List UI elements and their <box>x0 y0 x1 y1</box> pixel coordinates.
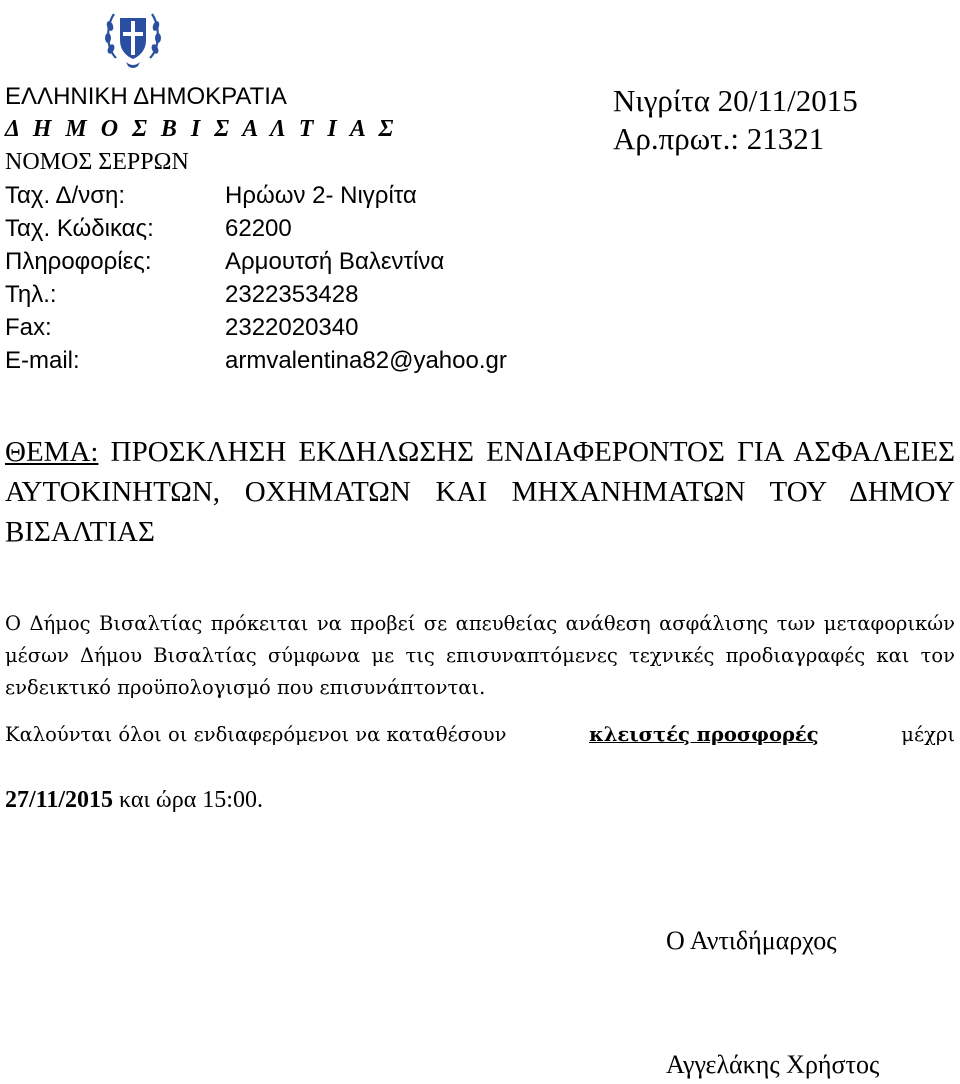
body-paragraph-1: Ο Δήμος Βισαλτίας πρόκειται να προβεί σε απευθείας ανάθεση ασφάλισης των μεταφορικών μέσων Δήμου Βισαλτίας σύμφωνα με τις επισυναπτόμενες τεχνικές προδιαγραφές και τον ενδεικτικό προϋπολογισμό που επισυνάπτονται. <box>5 612 955 699</box>
contact-label: Πληροφορίες: <box>5 248 152 275</box>
prefecture-heading: ΝΟΜΟΣ ΣΕΡΡΩΝ <box>5 149 189 175</box>
signatory-name: Αγγελάκης Χρήστος <box>666 1050 880 1079</box>
contact-label: E-mail: <box>5 347 80 374</box>
contact-label: Ταχ. Δ/νση: <box>5 182 126 209</box>
date-protocol-block <box>613 82 858 158</box>
republic-heading: ΕΛΛΗΝΙΚΗ ΔΗΜΟΚΡΑΤΙΑ <box>5 83 287 110</box>
contact-value: armvalentina82@yahoo.gr <box>225 347 507 374</box>
contact-row-phone <box>5 278 507 311</box>
municipality-heading: Δ Η Μ Ο Σ Β Ι Σ Α Λ Τ Ι Α Σ <box>5 116 398 142</box>
deadline-date: 27/11/2015 <box>5 787 114 813</box>
contact-row-address <box>5 179 507 212</box>
protocol-number: Αρ.πρωτ.: 21321 <box>613 121 825 156</box>
contact-label: Ταχ. Κώδικας: <box>5 215 154 242</box>
greek-coat-of-arms-icon <box>104 4 162 70</box>
until-text: μέχρι <box>901 723 955 746</box>
contact-row-info <box>5 245 507 278</box>
date-line: Νιγρίτα 20/11/2015 <box>613 83 858 118</box>
contact-label: Fax: <box>5 314 52 341</box>
contact-label: Τηλ.: <box>5 281 57 308</box>
contact-value: 2322353428 <box>225 281 359 308</box>
subject-label: ΘΕΜΑ: <box>5 436 99 468</box>
deadline-time: και ώρα 15:00. <box>113 787 263 813</box>
sender-block <box>5 80 507 377</box>
closed-offers-emphasis: κλειστές προσφορές <box>589 723 819 746</box>
signatory-title: Ο Αντιδήμαρχος <box>666 926 837 955</box>
contact-value: 2322020340 <box>225 314 359 341</box>
body-paragraph-2 <box>5 719 955 751</box>
contact-row-fax <box>5 311 507 344</box>
letter-body <box>5 608 955 751</box>
deadline-line <box>5 785 263 815</box>
contact-value: Αρμουτσή Βαλεντίνα <box>225 248 445 275</box>
subject-heading <box>5 432 955 552</box>
contact-row-postcode <box>5 212 507 245</box>
contact-row-email <box>5 344 507 377</box>
invitation-text: Καλούνται όλοι οι ενδιαφερόμενοι να καταθέσουν <box>5 723 507 746</box>
subject-text: ΠΡΟΣΚΛΗΣΗ ΕΚΔΗΛΩΣΗΣ ΕΝΔΙΑΦΕΡΟΝΤΟΣ ΓΙΑ ΑΣΦΑΛΕΙΕΣ ΑΥΤΟΚΙΝΗΤΩΝ, ΟΧΗΜΑΤΩΝ ΚΑΙ ΜΗΧΑΝΗΜΑΤΩΝ ΤΟΥ ΔΗΜΟΥ ΒΙΣΑΛΤΙΑΣ <box>5 436 956 548</box>
contact-value: Ηρώων 2- Νιγρίτα <box>225 182 417 209</box>
contact-value: 62200 <box>225 215 292 242</box>
